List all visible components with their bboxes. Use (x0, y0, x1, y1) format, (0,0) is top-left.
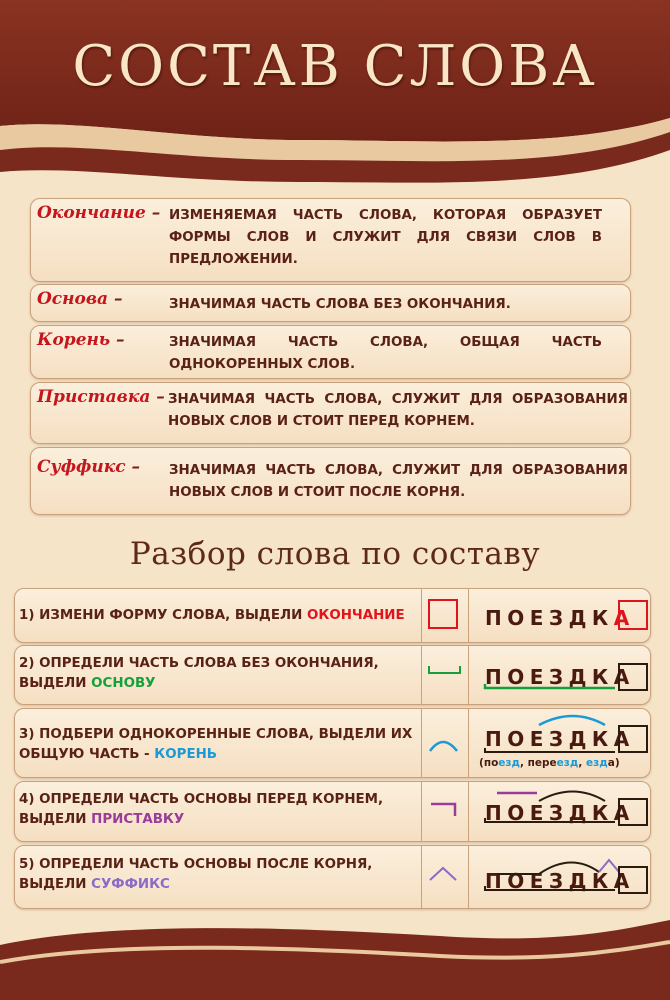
column-divider (468, 646, 469, 704)
column-divider (468, 709, 469, 777)
section-subtitle: Разбор слова по составу (129, 536, 541, 572)
term-label: Приставка – (37, 387, 165, 407)
example-word: ПОЕЗДКА (485, 727, 635, 751)
word-ending: А (613, 606, 635, 630)
step-root (14, 708, 651, 778)
word-ending: А (613, 869, 635, 893)
step-stem (14, 645, 651, 705)
step-prefix (14, 781, 651, 842)
step-text: 2) ОПРЕДЕЛИ ЧАСТЬ СЛОВА БЕЗ ОКОНЧАНИЯ, ВЫДЕЛИ ОСНОВУ (19, 656, 379, 691)
stem-symbol (421, 646, 468, 706)
suffix-symbol (421, 846, 468, 910)
example-word: ПОЕЗДКА (485, 869, 635, 893)
prefix-symbol (421, 782, 468, 843)
stem-frame (473, 646, 653, 706)
column-divider (468, 589, 469, 642)
footer-background (0, 900, 670, 1000)
definition-text: ЗНАЧИМАЯ ЧАСТЬ СЛОВА, СЛУЖИТ ДЛЯ ОБРАЗОВАНИЯ НОВЫХ СЛОВ И СТОИТ ПОСЛЕ КОРНЯ. (169, 463, 628, 500)
term-label: Суффикс – (37, 457, 140, 477)
step-suffix (14, 845, 651, 909)
prefix-frame (473, 782, 653, 843)
definition-text: ЗНАЧИМАЯ ЧАСТЬ СЛОВА БЕЗ ОКОНЧАНИЯ. (169, 297, 511, 312)
step-text: 4) ОПРЕДЕЛИ ЧАСТЬ ОСНОВЫ ПЕРЕД КОРНЕМ, ВЫДЕЛИ ПРИСТАВКУ (19, 792, 384, 827)
definition-text: ИЗМЕНЯЕМАЯ ЧАСТЬ СЛОВА, КОТОРАЯ ОБРАЗУЕТ ФОРМЫ СЛОВ И СЛУЖИТ ДЛЯ СВЯЗИ СЛОВ В ПРЕДЛОЖЕНИИ. (169, 208, 602, 267)
ending-symbol (421, 589, 468, 644)
step-text: 5) ОПРЕДЕЛИ ЧАСТЬ ОСНОВЫ ПОСЛЕ КОРНЯ, ВЫДЕЛИ СУФФИКС (19, 857, 373, 892)
ending-frame (473, 589, 653, 644)
root-symbol (421, 709, 468, 779)
step-text: 3) ПОДБЕРИ ОДНОКОРЕННЫЕ СЛОВА, ВЫДЕЛИ ИХ ОБЩУЮ ЧАСТЬ - КОРЕНЬ (19, 727, 413, 762)
step-keyword: ПРИСТАВКУ (91, 812, 185, 827)
page-title: СОСТАВ СЛОВА (72, 34, 598, 99)
definition-root (30, 325, 631, 379)
column-divider (468, 782, 469, 841)
header-background (0, 0, 670, 200)
word-ending: А (613, 665, 635, 689)
definition-suffix (30, 447, 631, 515)
step-keyword: СУФФИКС (91, 877, 170, 892)
definition-ending (30, 198, 631, 282)
definition-text: ЗНАЧИМАЯ ЧАСТЬ СЛОВА, СЛУЖИТ ДЛЯ ОБРАЗОВАНИЯ НОВЫХ СЛОВ И СТОИТ ПЕРЕД КОРНЕМ. (168, 392, 628, 429)
definition-prefix (30, 382, 631, 444)
example-word: ПОЕЗДКА (485, 665, 635, 689)
step-keyword: ОСНОВУ (91, 676, 156, 691)
term-label: Корень – (37, 330, 125, 350)
example-word: ПОЕЗДКА (485, 606, 635, 630)
term-label: Окончание – (37, 203, 161, 223)
step-keyword: ОКОНЧАНИЕ (306, 608, 405, 623)
column-divider (468, 846, 469, 908)
term-label: Основа – (37, 289, 123, 309)
step-keyword: КОРЕНЬ (154, 747, 218, 762)
example-word: ПОЕЗДКА (485, 801, 635, 825)
definition-text: ЗНАЧИМАЯ ЧАСТЬ СЛОВА, ОБЩАЯ ЧАСТЬ ОДНОКОРЕННЫХ СЛОВ. (169, 335, 602, 372)
definition-stem (30, 284, 631, 322)
suffix-frame (473, 846, 653, 910)
word-ending: А (613, 801, 635, 825)
step-text: 1) ИЗМЕНИ ФОРМУ СЛОВА, ВЫДЕЛИ ОКОНЧАНИЕ (19, 608, 405, 623)
related-words: (поезд, переезд, езда) (479, 757, 620, 769)
step-ending (14, 588, 651, 643)
word-ending: А (613, 727, 635, 751)
